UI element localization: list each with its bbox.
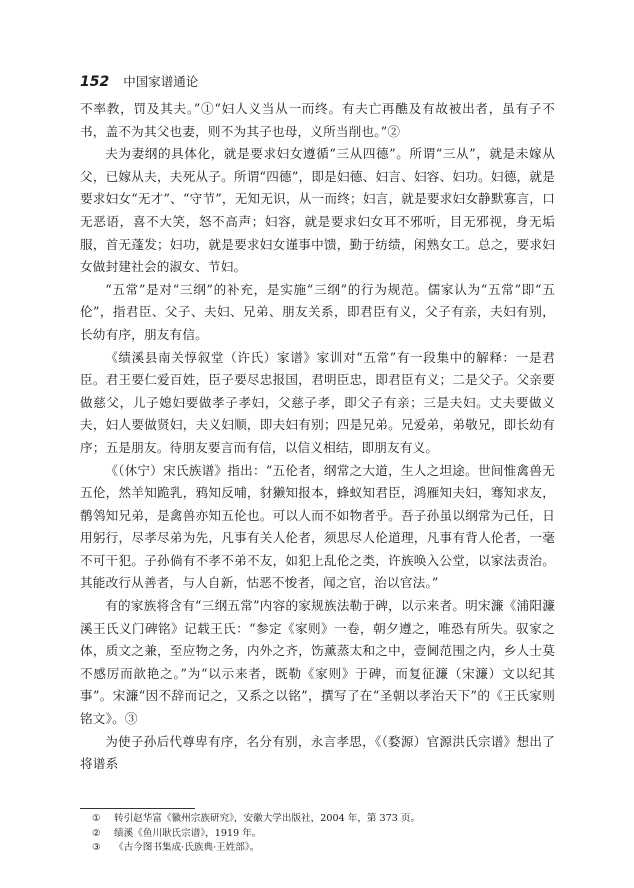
footnote-1 xyxy=(92,812,552,827)
page-header xyxy=(80,72,198,90)
paragraph-2: 夫为妻纲的具体化，就是要求妇女遵循“三从四德”。所谓“三从”，就是未嫁从父，已嫁从夫，夫死从子。所谓“四德”，即是妇德、妇言、妇容、妇功。妇德，就是要求妇女“无才”、“守节”，无知无识，从一而终；妇言，就是要求妇女静默寡言，口无恶语，喜不大笑，怒不高声；妇容，就是要求妇女耳不邪听，目无邪视，身无垢服，首无蓬发；妇功，就是要求妇女谨事中馈，勤于纺绩，闲熟女工。总之，要求妇女做封建社会的淑女、节妇。 xyxy=(80,146,555,275)
paragraph-4: 《绩溪县南关惇叙堂（许氏）家谱》家训对“五常”有一段集中的解释：一是君臣。君王要仁爱百姓，臣子要尽忠报国，君明臣忠，即君臣有义；二是父子。父亲要做慈父，儿子媳妇要做孝子孝妇，父慈子孝，即父子有亲；三是夫妇。丈夫要做义夫，妇人要做贤妇，夫义妇顺，即夫妇有别；四是兄弟。兄爱弟，弟敬兄，即长幼有序；五是朋友。待朋友要言而有信，以信义相结，即朋友有义。 xyxy=(80,349,555,455)
paragraph-5: 《（休宁）宋氏族谱》指出：“五伦者，纲常之大道，生人之坦途。世间惟禽兽无五伦，然羊知跪乳，鸦知反哺，豺獭知报本，蜂蚁知君臣，鸿雁知夫妇，骞知求友，鹡鸰知兄弟，是禽兽亦知五伦也。可以人而不如物者乎。吾子孙虽以纲常为己任，日用躬行，尽孝尽弟为先，凡事有关人伦者，须思尽人伦道理，凡事有背人伦者，一毫不可干犯。子孙倘有不孝不弟不友，如犯上乱伦之类，许族唤入公堂，以家法责治。其能改行从善者，与人自新，怙恶不悛者，闻之官，治以官法。” xyxy=(80,462,555,591)
paragraph-1: 不率教，罚及其夫。”①“妇人义当从一而终。有夫亡再醮及有故被出者，虽有子不书，盖不为其父也妻，则不为其子也母，义所当削也。”② xyxy=(80,101,555,139)
footnote-text: 绩溪《鱼川耿氏宗谱》，1919 年。 xyxy=(114,827,262,839)
footnote-mark: ① xyxy=(92,813,101,824)
running-title: 中国家谱通论 xyxy=(123,74,199,89)
footnote-2 xyxy=(92,827,552,842)
footnote-mark: ② xyxy=(92,827,101,839)
paragraph-3: “五常”是对“三纲”的补充，是实施“三纲”的行为规范。儒家认为“五常”即“五伦”，指君臣、父子、夫妇、兄弟、朋友关系，即君臣有义，父子有亲，夫妇有别，长幼有序，朋友有信。 xyxy=(80,281,555,342)
paragraph-6: 有的家族将含有“三纲五常”内容的家规族法勒于碑，以示来者。明宋濂《浦阳濂溪王氏义门碑铭》记载王氏：“参定《家则》一卷，朝夕遵之，唯恐有所失。驭家之体，质文之兼，至应物之务，内外之齐，饬薰蒸太和之中，壹阃范围之内，乡人士莫不感厉而歆艳之。”为“以示来者，既勒《家则》于碑，而复征濂（宋濂）文以纪其事”。宋濂“因不辞而记之，又系之以铭”，撰写了在“圣朝以孝治天下”的《王氏家则铭文》。③ xyxy=(80,598,555,727)
footnote-mark: ③ xyxy=(92,842,101,853)
footnote-text: 《古今图书集成·氏族典·王姓部》。 xyxy=(114,842,260,853)
body-text xyxy=(80,98,555,776)
footnote-3 xyxy=(92,841,552,856)
page-number: 152 xyxy=(80,74,110,90)
paragraph-7: 为使子孙后代尊卑有序，名分有别，永言孝思，《（婺源）官源洪氏宗谱》想出了将谱系 xyxy=(80,733,555,772)
footnote-text: 转引赵华富《徽州宗族研究》，安徽大学出版社，2004 年，第 373 页。 xyxy=(114,813,421,824)
footnotes xyxy=(92,812,552,856)
footnote-divider xyxy=(80,808,195,809)
